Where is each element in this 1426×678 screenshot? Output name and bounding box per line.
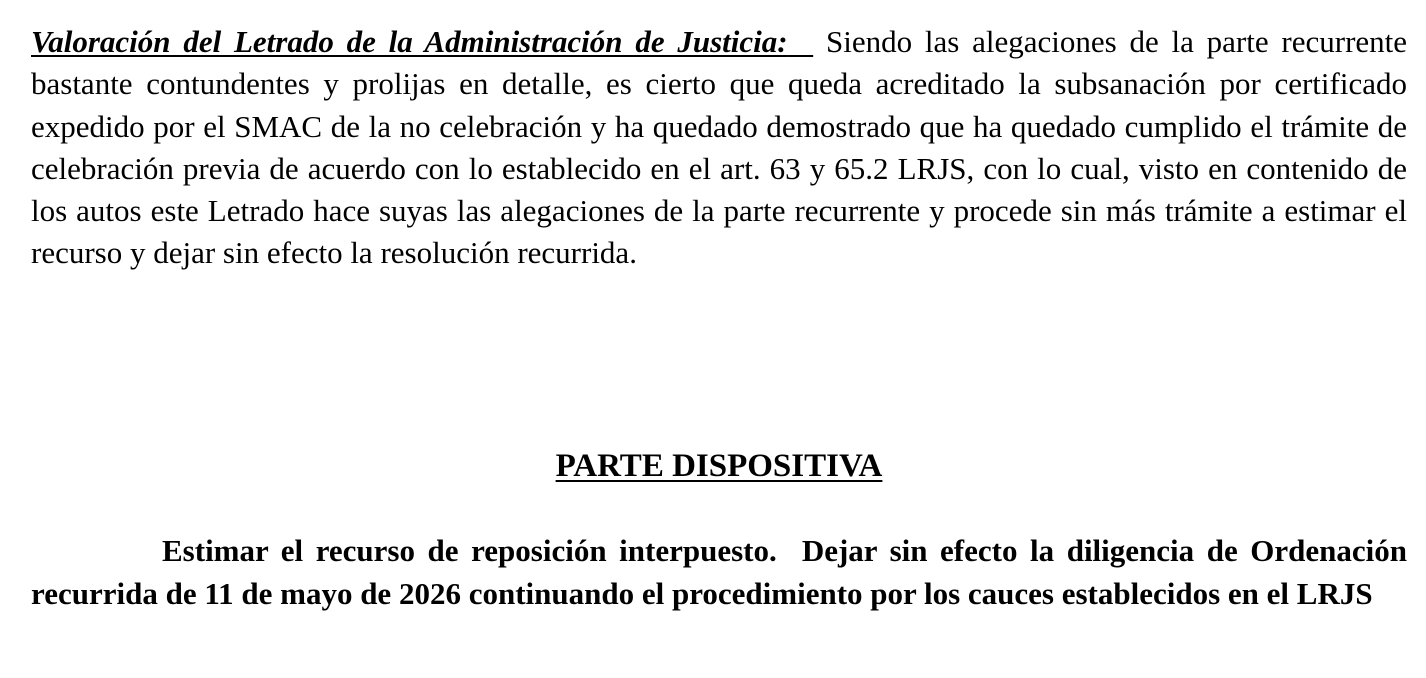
section-title — [31, 445, 1407, 487]
valoracion-paragraph — [31, 21, 1407, 275]
valoracion-body: Siendo las alegaciones de la parte recurrente bastante contundentes y prolijas en detalle, es cierto que queda acreditado la subsanación por certificado expedido por el SMAC de la no celebración y ha quedado demostrado que ha quedado cumplido el trámite de celebración previa de acuerdo con lo establecido en el art. 63 y 65.2 LRJS, con lo cual, visto en contenido de los autos este Letrado hace suyas las alegaciones de la parte recurrente y procede sin más trámite a estimar el recurso y dejar sin efecto la resolución recurrida. — [31, 24, 1408, 271]
fallo-paragraph: Estimar el recurso de reposición interpuesto. Dejar sin efecto la diligencia de Ordenación recurrida de 11 de mayo de 2026 continuando el procedimiento por los cauces establecidos en el LRJS — [31, 533, 1415, 611]
valoracion-heading-text: Valoración del Letrado de la Administración de Justicia: — [31, 24, 788, 59]
valoracion-heading — [31, 24, 813, 59]
parte-dispositiva-title: PARTE DISPOSITIVA — [555, 448, 883, 484]
